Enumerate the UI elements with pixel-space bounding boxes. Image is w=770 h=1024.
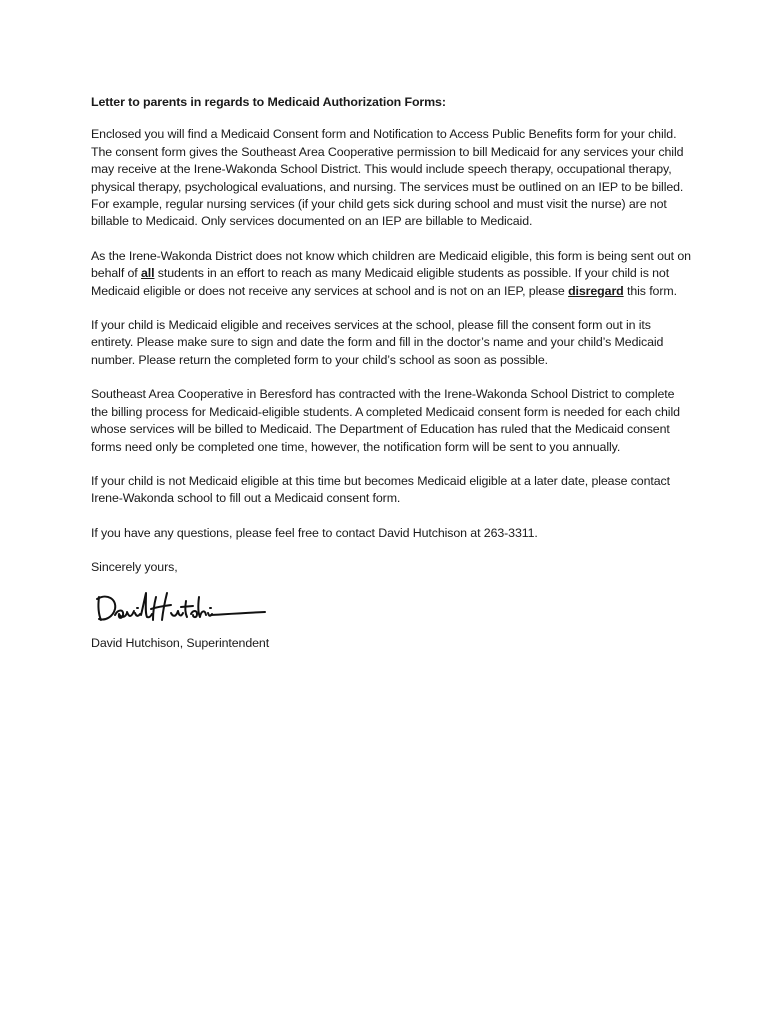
paragraph-eligibility (91, 248, 691, 300)
paragraph-later-eligibility: If your child is not Medicaid eligible at this time but becomes Medicaid eligible at a later date, please contact Irene-Wakonda school to fill out a Medicaid consent form. (91, 473, 670, 506)
paragraph-eligibility-part1: As the Irene-Wakonda District does not know which children are Medicaid eligible, this form is being sent out on behalf of (91, 248, 691, 281)
emphasis-disregard: disregard (568, 283, 624, 298)
paragraph-billing-contract: Southeast Area Cooperative in Beresford has contracted with the Irene-Wakonda School District to complete the billing process for Medicaid-eligible students. A completed Medicaid consent form is needed for each child whose services will be billed to Medicaid. The Department of Education has ruled that the Medicaid consent forms need only be completed one time, however, the notification form will be sent to you annually. (91, 387, 680, 454)
emphasis-all: all (140, 266, 155, 281)
paragraph-eligibility-part3: this form. (623, 283, 677, 298)
paragraph-contact: If you have any questions, please feel free to contact David Hutchison at 263-3311. (91, 525, 538, 540)
paragraph-consent-form: Enclosed you will find a Medicaid Consent form and Notification to Access Public Benefits form for your child. The consent form gives the Southeast Area Cooperative permission to bill Medicaid for any services your child may receive at the Irene-Wakonda School District. This would include speech therapy, occupational therapy, physical therapy, psychological evaluations, and nursing. The services must be outlined on an IEP to be billed. For example, regular nursing services (if your child gets sick during school and must visit the nurse) are not billable to Medicaid. Only services documented on an IEP are billable to Medicaid. (91, 127, 684, 229)
signer-name: David Hutchison, Superintendent (91, 635, 270, 650)
letter-page (91, 94, 691, 652)
paragraph-fill-out-instructions: If your child is Medicaid eligible and receives services at the school, please fill the consent form out in its entirety. Please make sure to sign and date the form and fill in the doctor’s name and your child’s Medicaid number. Please return the completed form to your child’s school as soon as possible. (91, 318, 664, 367)
letter-heading: Letter to parents in regards to Medicaid Authorization Forms: (91, 95, 446, 109)
paragraph-eligibility-part2: students in an effort to reach as many Medicaid eligible students as possible. If your child is not Medicaid eligible or does not receive any services at school and is not on an IEP, please (91, 266, 670, 298)
signature-text: David Hutchison (93, 624, 99, 626)
handwritten-signature (93, 587, 268, 627)
closing-salutation: Sincerely yours, (91, 560, 178, 575)
